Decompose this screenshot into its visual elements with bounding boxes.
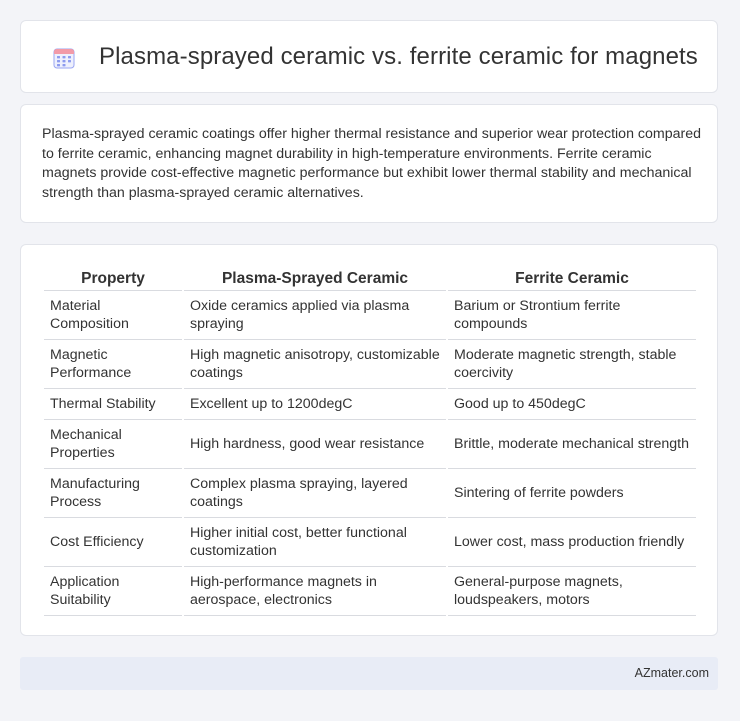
ferrite-cell: Sintering of ferrite powders xyxy=(448,469,696,518)
footer-bar xyxy=(20,657,718,690)
property-cell: Magnetic Performance xyxy=(44,340,182,389)
plasma-cell: Oxide ceramics applied via plasma spraying xyxy=(184,291,446,340)
plasma-cell: Higher initial cost, better functional customization xyxy=(184,518,446,567)
ferrite-cell: Barium or Strontium ferrite compounds xyxy=(448,291,696,340)
title-card xyxy=(20,20,718,93)
plasma-cell: High magnetic anisotropy, customizable coatings xyxy=(184,340,446,389)
header-property: Property xyxy=(44,266,182,291)
property-cell: Material Composition xyxy=(44,291,182,340)
comparison-table xyxy=(42,266,698,616)
plasma-cell: High hardness, good wear resistance xyxy=(184,420,446,469)
ferrite-cell: Good up to 450degC xyxy=(448,389,696,420)
calendar-icon xyxy=(53,47,75,69)
property-cell: Application Suitability xyxy=(44,567,182,616)
plasma-cell: Complex plasma spraying, layered coatings xyxy=(184,469,446,518)
intro-card xyxy=(20,104,718,223)
property-cell: Cost Efficiency xyxy=(44,518,182,567)
table-header-row xyxy=(44,266,696,291)
header-ferrite: Ferrite Ceramic xyxy=(448,266,696,291)
header-plasma-sprayed: Plasma-Sprayed Ceramic xyxy=(184,266,446,291)
ferrite-cell: General-purpose magnets, loudspeakers, motors xyxy=(448,567,696,616)
intro-paragraph: Plasma-sprayed ceramic coatings offer higher thermal resistance and superior wear protection compared to ferrite ceramic, enhancing magnet durability in high-temperature environments. Ferrite ceramic magnets provide cost-effective magnetic performance but exhibit lower thermal stability and mechanical strength than plasma-sprayed ceramic alternatives. xyxy=(42,126,701,201)
ferrite-cell: Lower cost, mass production friendly xyxy=(448,518,696,567)
footer-brand: AZmater.com xyxy=(634,666,709,680)
property-cell: Thermal Stability xyxy=(44,389,182,420)
table-row xyxy=(44,567,696,616)
property-cell: Manufacturing Process xyxy=(44,469,182,518)
plasma-cell: High-performance magnets in aerospace, electronics xyxy=(184,567,446,616)
table-row xyxy=(44,420,696,469)
comparison-card xyxy=(20,244,718,636)
table-row xyxy=(44,291,696,340)
ferrite-cell: Brittle, moderate mechanical strength xyxy=(448,420,696,469)
table-row xyxy=(44,518,696,567)
ferrite-cell: Moderate magnetic strength, stable coercivity xyxy=(448,340,696,389)
plasma-cell: Excellent up to 1200degC xyxy=(184,389,446,420)
table-row xyxy=(44,389,696,420)
page-title: Plasma-sprayed ceramic vs. ferrite ceramic for magnets xyxy=(99,43,698,70)
table-row xyxy=(44,340,696,389)
table-row xyxy=(44,469,696,518)
property-cell: Mechanical Properties xyxy=(44,420,182,469)
